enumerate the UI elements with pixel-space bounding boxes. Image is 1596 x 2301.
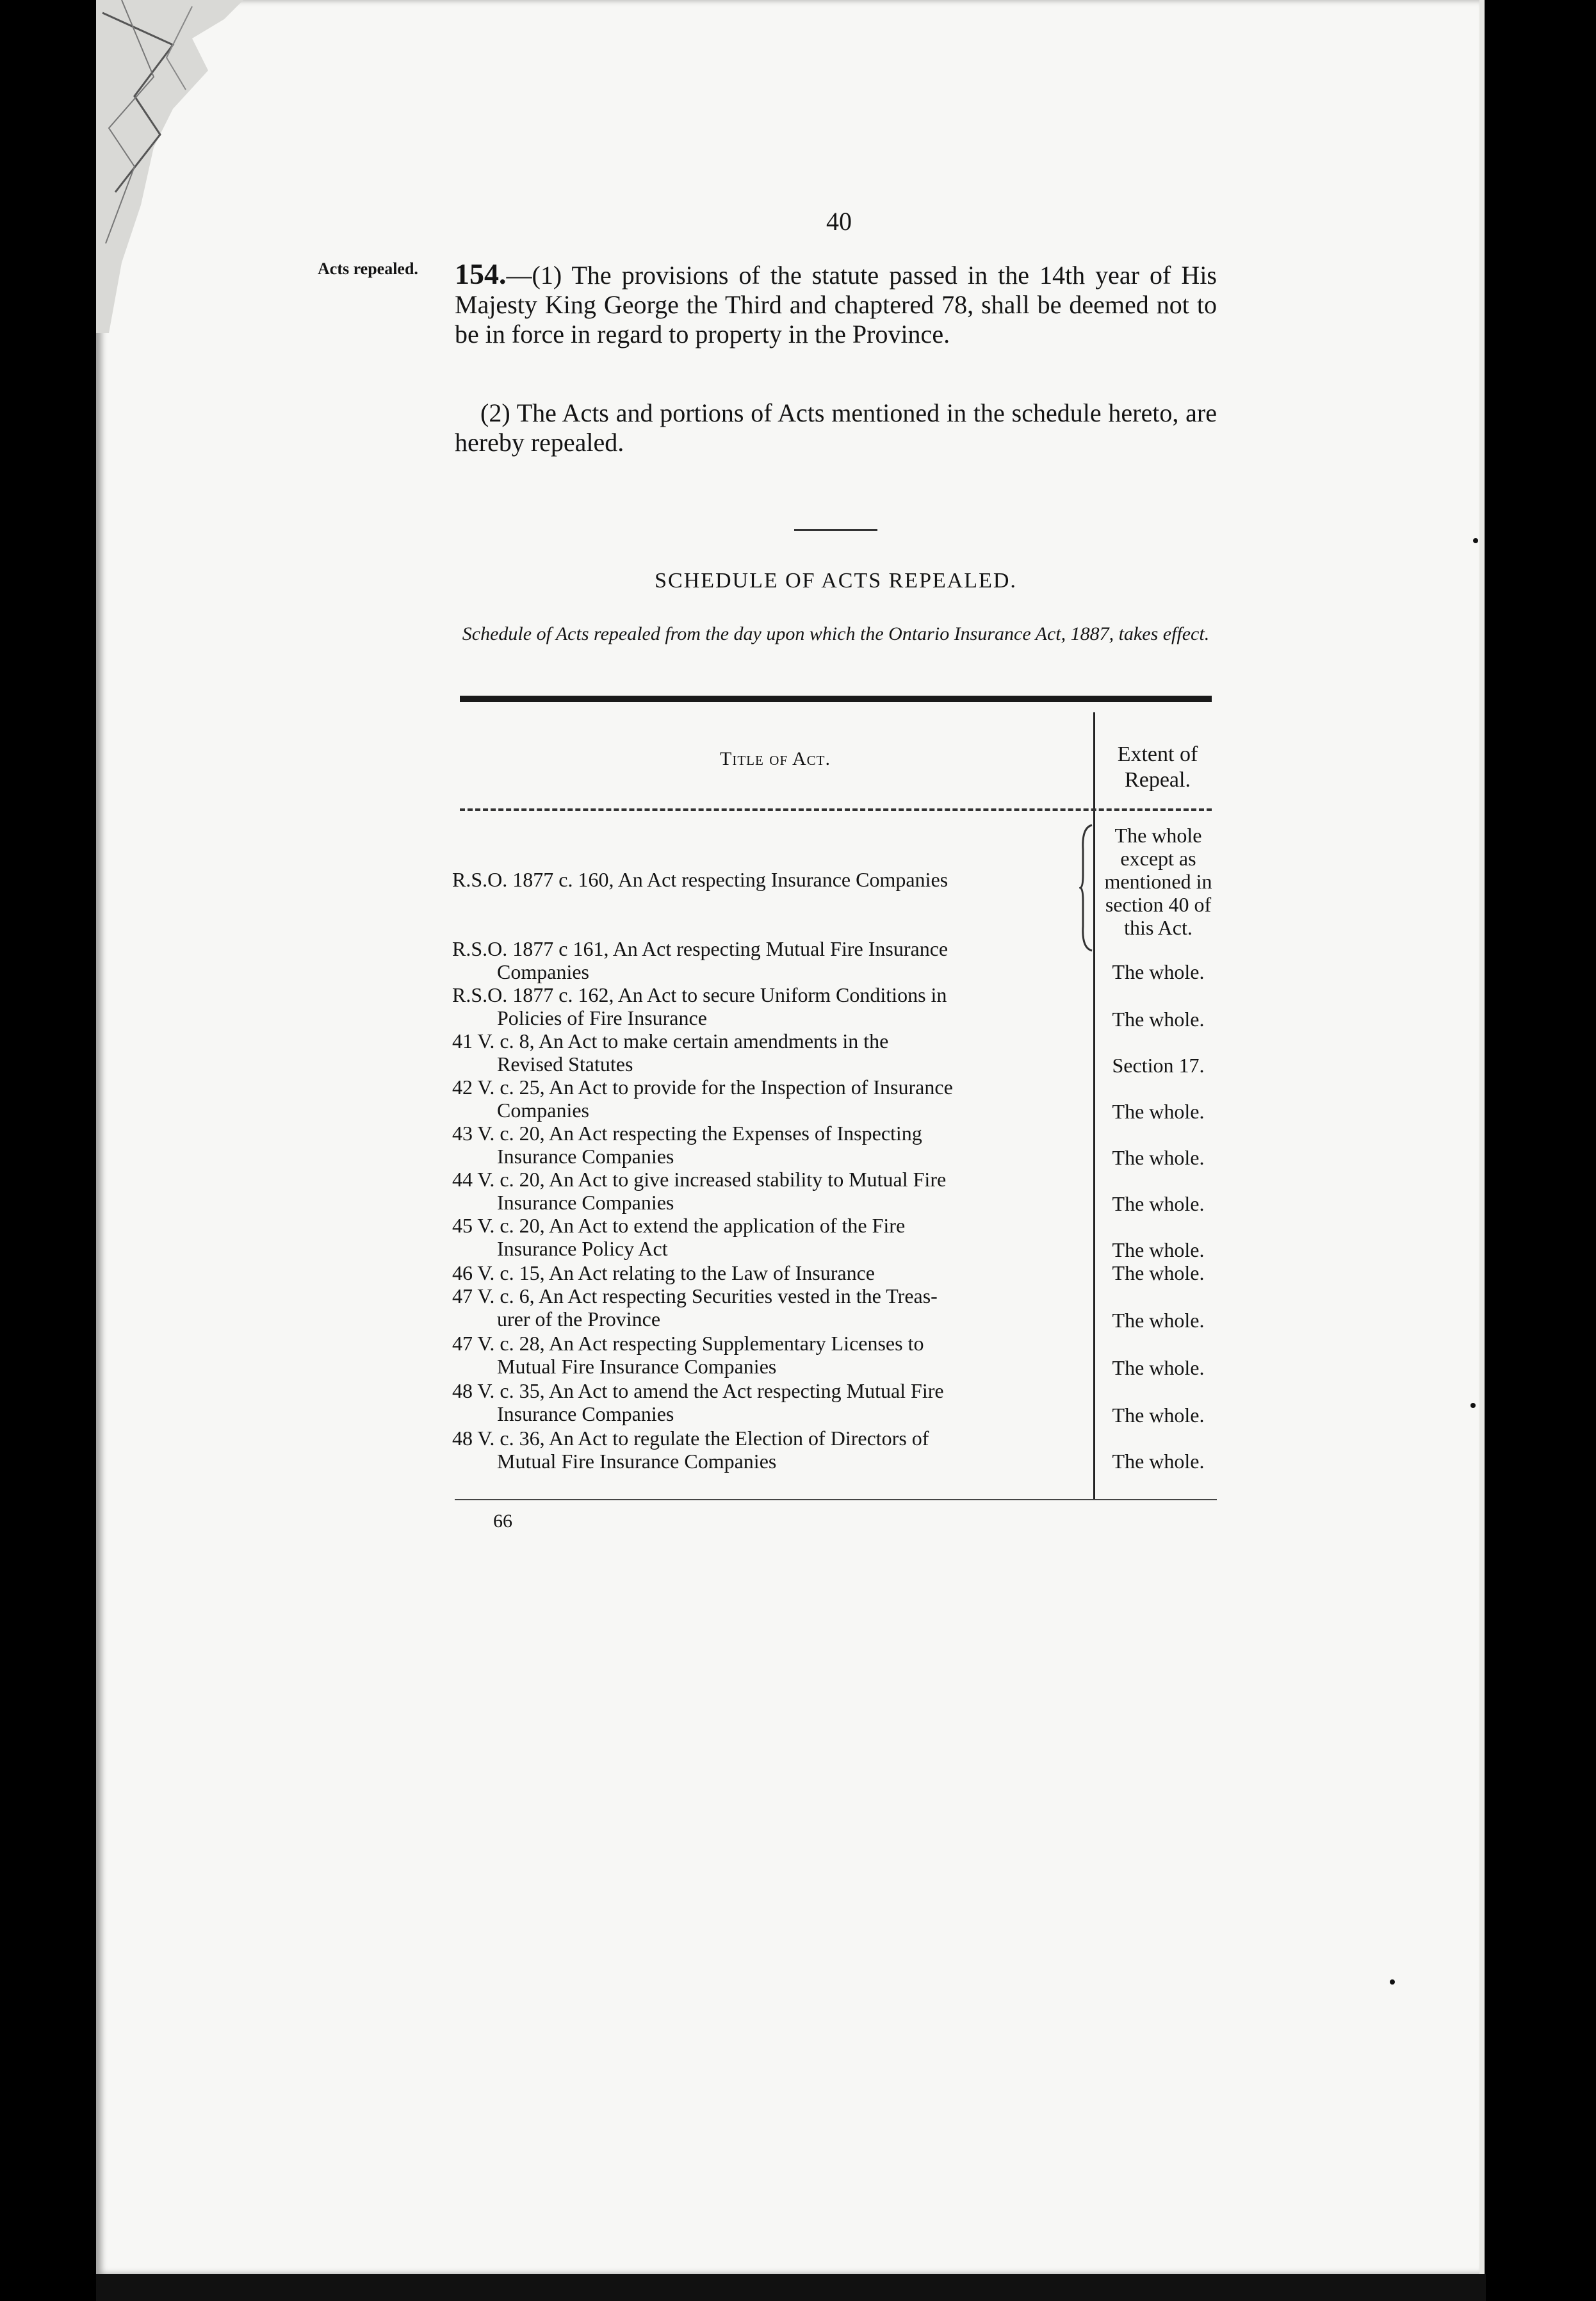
act-title: 48 V. c. 35, An Act to amend the Act respecting Mutual Fire <box>452 1379 944 1402</box>
page-number: 40 <box>826 207 852 236</box>
table-row-extent: The whole. <box>1112 1261 1205 1284</box>
margin-note: Acts repealed. <box>318 259 418 278</box>
table-row-title <box>452 1284 1089 1331</box>
scan-speck <box>1470 1403 1476 1408</box>
section-number: 154. <box>455 258 507 290</box>
table-row-extent: The whole. <box>1112 1356 1205 1379</box>
page-edge <box>1479 0 1485 2274</box>
table-row-title <box>452 1379 1089 1425</box>
column-header-title: Title of Act. <box>720 748 831 769</box>
act-title: 41 V. c. 8, An Act to make certain amendments in the <box>452 1029 889 1052</box>
table-row-title <box>452 1332 1089 1378</box>
paragraph-1-text: —(1) The provisions of the statute passed in the 14th year of His Majesty King George the Third and chaptered 78, shall be deemed not to be in force in regard to property in the Province. <box>455 261 1217 348</box>
section-divider <box>794 529 877 531</box>
table-row-title <box>452 1214 1089 1260</box>
table-row-title <box>452 1029 1089 1076</box>
act-title-continuation: urer of the Province <box>497 1307 661 1331</box>
table-row-extent: The whole except as mentioned in section 40 of this Act. <box>1104 824 1212 939</box>
table-row-extent: The whole. <box>1112 1146 1205 1169</box>
table-row-extent: The whole. <box>1112 1238 1205 1261</box>
act-title: 44 V. c. 20, An Act to give increased stability to Mutual Fire <box>452 1168 947 1191</box>
table-column-rule <box>1093 712 1095 1499</box>
act-title: 42 V. c. 25, An Act to provide for the Inspection of Insurance <box>452 1076 953 1099</box>
act-title-continuation: Insurance Policy Act <box>497 1237 668 1260</box>
table-row-title <box>452 1427 1089 1473</box>
section-154-paragraph-1 <box>455 259 1217 349</box>
table-row-title <box>452 983 1089 1029</box>
table-header-rule <box>460 808 1212 811</box>
act-title-continuation: Policies of Fire Insurance <box>497 1006 707 1029</box>
table-row-title <box>452 868 1089 891</box>
table-row-extent: The whole. <box>1112 1309 1205 1332</box>
act-title: R.S.O. 1877 c. 162, An Act to secure Uniform Conditions in <box>452 983 947 1006</box>
footer-number: 66 <box>493 1511 512 1532</box>
scan-speck <box>1390 1979 1395 1985</box>
section-154-paragraph-2: (2) The Acts and portions of Acts mentioned in the schedule hereto, are hereby repealed. <box>455 398 1217 457</box>
act-title: 47 V. c. 6, An Act respecting Securities vested in the Treas- <box>452 1284 938 1307</box>
schedule-subheading: Schedule of Acts repealed from the day upon which the Ontario Insurance Act, 1887, takes effect. <box>462 623 1210 644</box>
table-row-extent: The whole. <box>1112 960 1205 983</box>
act-title-continuation: Insurance Companies <box>497 1402 674 1425</box>
act-title: 43 V. c. 20, An Act respecting the Expenses of Inspecting <box>452 1122 922 1145</box>
table-row-extent: The whole. <box>1112 1100 1205 1123</box>
page-bottom-shadow <box>96 2274 1486 2301</box>
table-row-extent: The whole. <box>1112 1450 1205 1473</box>
act-title: 45 V. c. 20, An Act to extend the application of the Fire <box>452 1214 906 1237</box>
act-title-continuation: Revised Statutes <box>497 1052 633 1076</box>
act-title-continuation: Insurance Companies <box>497 1145 674 1168</box>
act-title-continuation: Insurance Companies <box>497 1191 674 1214</box>
act-title-continuation: Companies <box>497 1099 589 1122</box>
table-row-title <box>452 1076 1089 1122</box>
scan-speck <box>1473 538 1478 543</box>
table-top-rule <box>460 696 1212 702</box>
act-title: 48 V. c. 36, An Act to regulate the Election of Directors of <box>452 1427 929 1450</box>
schedule-heading: SCHEDULE OF ACTS REPEALED. <box>655 569 1017 593</box>
table-row-extent: The whole. <box>1112 1008 1205 1031</box>
act-title: 47 V. c. 28, An Act respecting Supplementary Licenses to <box>452 1332 924 1355</box>
act-title-continuation: Mutual Fire Insurance Companies <box>497 1355 777 1378</box>
table-row-title <box>452 937 1089 983</box>
table-row-title <box>452 1261 1089 1284</box>
table-row-title <box>452 1168 1089 1214</box>
column-header-extent: Extent of Repeal. <box>1117 742 1198 792</box>
act-title-continuation: Companies <box>497 960 589 983</box>
table-row-extent: The whole. <box>1112 1192 1205 1215</box>
act-title: R.S.O. 1877 c 161, An Act respecting Mutual Fire Insurance <box>452 937 949 960</box>
table-row-title <box>452 1122 1089 1168</box>
act-title: 46 V. c. 15, An Act relating to the Law of Insurance <box>452 1261 875 1284</box>
table-row-extent: Section 17. <box>1112 1054 1205 1077</box>
act-title-continuation: Mutual Fire Insurance Companies <box>497 1450 777 1473</box>
table-bottom-rule <box>455 1499 1217 1500</box>
table-row-extent: The whole. <box>1112 1404 1205 1427</box>
act-title: R.S.O. 1877 c. 160, An Act respecting Insurance Companies <box>452 868 949 891</box>
torn-corner-damage <box>96 0 243 333</box>
